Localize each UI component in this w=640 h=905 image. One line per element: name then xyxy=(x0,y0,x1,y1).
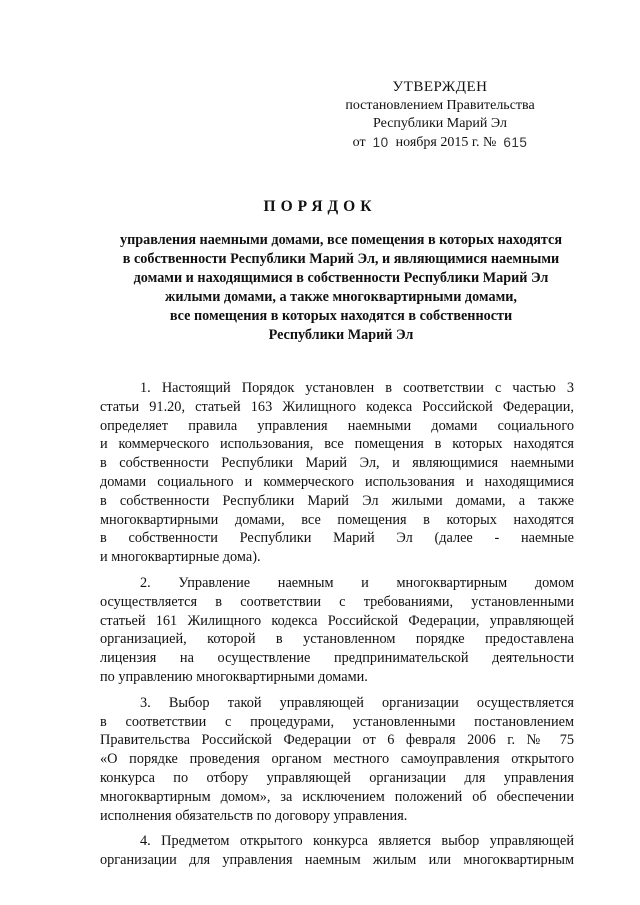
text-line: 3. Выбор такой управляющей организации осуществляется xyxy=(140,694,574,711)
text-line: 4. Предметом открытого конкурса является выбор управляющей xyxy=(140,833,574,850)
paragraph-4 xyxy=(100,832,574,870)
text-line: организацией, которой в установленном порядке предоставлена xyxy=(100,631,574,648)
subtitle-line: в собственности Республики Марий Эл, и являющимися наемными xyxy=(122,251,560,267)
subtitle-line: все помещения в которых находятся в собственности xyxy=(169,308,513,324)
approval-month-year: ноября 2015 г. № xyxy=(395,134,497,150)
approval-day: 10 xyxy=(372,134,389,150)
subtitle-line: домами и находящимися в собственности Республики Марий Эл xyxy=(133,270,549,286)
text-line: 2. Управление наемным и многоквартирным домом xyxy=(140,574,574,591)
text-line: организации для управления наемным жилым или многоквартирным xyxy=(100,852,574,869)
text-line: 1. Настоящий Порядок установлен в соответствии с частью 3 xyxy=(140,380,574,396)
paragraph-1 xyxy=(100,379,574,567)
text-line: домами социального и коммерческого использования и находящимися xyxy=(100,473,574,490)
text-line: конкурса по отбору управляющей организации для управления xyxy=(100,769,574,786)
subtitle-line: Республики Марий Эл xyxy=(268,327,414,343)
text-line: статьей 161 Жилищного кодекса Российской Федерации, управляющей xyxy=(100,612,574,629)
approval-number: 615 xyxy=(503,134,528,150)
text-line: в соответствии с процедурами, установленными постановлением xyxy=(100,713,574,730)
text-line: в собственности Республики Марий Эл (далее - наемные xyxy=(100,530,574,547)
document-body xyxy=(100,379,574,877)
text-line: определяет правила управления наемными домами социального xyxy=(100,417,574,434)
text-line: по управлению многоквартирными домами. xyxy=(100,668,368,685)
text-line: исполнения обязательств по договору управления. xyxy=(100,807,408,824)
approval-date-line xyxy=(290,134,590,153)
paragraph-3 xyxy=(100,694,574,826)
subtitle-line: жилыми домами, а также многоквартирными домами, xyxy=(165,289,517,305)
text-line: многоквартирным домом», за исключением положений об обеспечении xyxy=(100,788,574,805)
document-title: ПОРЯДОК xyxy=(263,198,377,215)
text-line: и коммерческого использования, все помещения в которых находятся xyxy=(100,436,574,453)
text-line: «О порядке проведения органом местного самоуправления открытого xyxy=(100,751,574,768)
text-line: в собственности Республики Марий Эл жилыми домами, а также xyxy=(100,492,574,509)
paragraph-2 xyxy=(100,574,574,687)
text-line: статьи 91.20, статьей 163 Жилищного кодекса Российской Федерации, xyxy=(100,398,574,415)
text-line: в собственности Республики Марий Эл, и являющимися наемными xyxy=(100,455,574,472)
subtitle-line: управления наемными домами, все помещения в которых находятся xyxy=(119,232,563,248)
text-line: многоквартирными домами, все помещения в которых находятся xyxy=(100,511,574,528)
text-line: Правительства Российской Федерации от 6 февраля 2006 г. № 75 xyxy=(100,732,574,749)
approval-heading: УТВЕРЖДЕН xyxy=(392,79,488,95)
text-line: осуществляется в соответствии с требованиями, установленными xyxy=(100,593,574,610)
text-line: и многоквартирные дома). xyxy=(100,549,261,566)
document-subtitle xyxy=(100,231,582,345)
approval-line-2: Республики Марий Эл xyxy=(373,116,507,131)
approval-stamp xyxy=(0,78,640,152)
approval-date-prefix: от xyxy=(352,134,366,150)
approval-line-1: постановлением Правительства xyxy=(345,97,535,113)
text-line: лицензия на осуществление предпринимательской деятельности xyxy=(100,650,574,667)
